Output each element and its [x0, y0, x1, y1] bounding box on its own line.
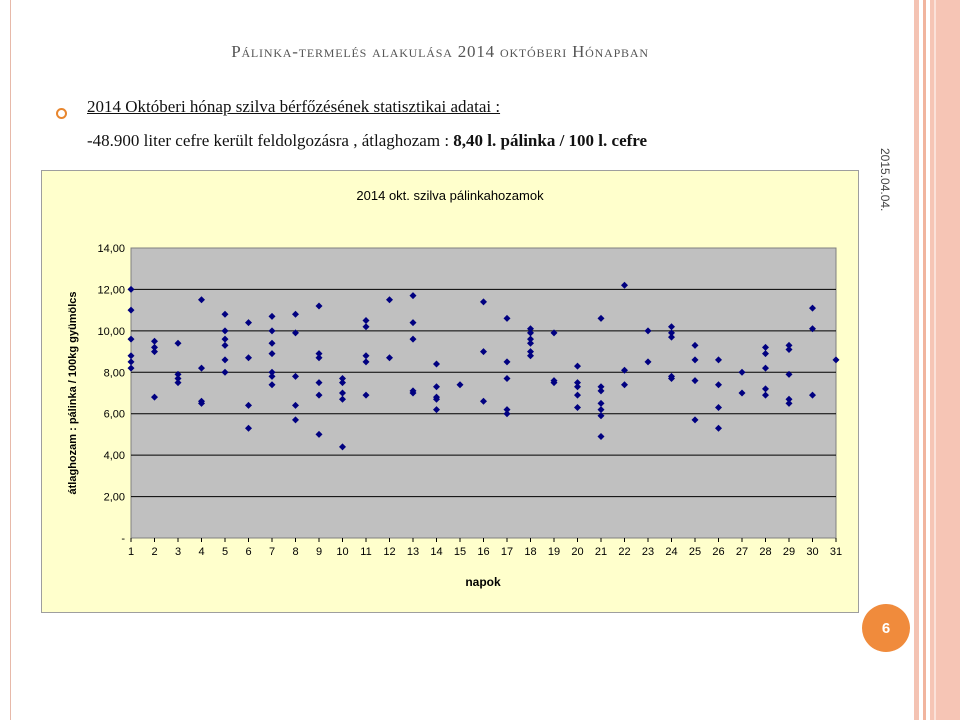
y-tick-label: 10,00	[97, 325, 125, 338]
x-tick-label: 22	[618, 546, 631, 558]
body-line-text: -48.900 liter cefre került feldolgozásra , átlaghozam :	[87, 131, 454, 150]
x-tick-label: 24	[665, 546, 678, 558]
x-tick-label: 20	[571, 546, 584, 558]
y-tick-label: 8,00	[103, 367, 125, 380]
x-tick-label: 3	[174, 546, 182, 558]
x-tick-label: 23	[641, 546, 655, 558]
page-number: 6	[881, 619, 891, 637]
page-number-badge	[862, 604, 910, 652]
y-tick-label: -	[121, 533, 125, 545]
y-tick-label: 14,00	[97, 243, 125, 255]
x-tick-label: 17	[500, 546, 514, 558]
x-tick-label: 10	[336, 546, 349, 558]
y-axis-ticks	[97, 243, 125, 545]
bullet-heading: 2014 Októberi hónap szilva bérfőzésének statisztikai adatai :	[87, 97, 501, 116]
x-tick-label: 1	[127, 546, 135, 558]
x-tick-label: 12	[383, 546, 396, 558]
body-line-highlight: 8,40 l. pálinka / 100 l. cefre	[453, 131, 648, 150]
x-tick-label: 28	[759, 546, 772, 558]
x-tick-label: 6	[245, 546, 252, 558]
x-tick-label: 26	[712, 546, 725, 558]
x-tick-label: 19	[547, 546, 561, 558]
x-tick-label: 4	[198, 546, 205, 558]
x-tick-label: 29	[782, 546, 796, 558]
x-tick-label: 21	[594, 546, 608, 558]
plot-area	[131, 248, 836, 538]
x-tick-label: 2	[151, 546, 158, 558]
x-axis-label: napok	[465, 575, 501, 589]
slide-title: Pálinka-termelés alakulása 2014 októberi Hónapban	[231, 42, 649, 61]
x-tick-label: 7	[268, 546, 276, 558]
x-tick-label: 9	[315, 546, 323, 558]
y-tick-label: 6,00	[103, 408, 125, 421]
x-axis-ticks	[128, 538, 842, 558]
y-tick-label: 2,00	[103, 491, 125, 504]
chart-title: 2014 okt. szilva pálinkahozamok	[356, 188, 544, 203]
x-tick-label: 18	[524, 546, 537, 558]
x-tick-label: 14	[430, 546, 443, 558]
x-tick-label: 5	[221, 546, 229, 558]
x-tick-label: 25	[688, 546, 702, 558]
x-tick-label: 15	[453, 546, 467, 558]
x-tick-label: 27	[735, 546, 749, 558]
y-tick-label: 4,00	[103, 450, 125, 463]
x-tick-label: 30	[806, 546, 819, 558]
x-tick-label: 8	[292, 546, 299, 558]
y-axis-label: átlaghozam : pálinka / 100kg gyümölcs	[67, 291, 79, 495]
x-tick-label: 13	[406, 546, 420, 558]
slide-date: 2015.04.04.	[878, 148, 892, 212]
x-tick-label: 16	[477, 546, 490, 558]
x-tick-label: 31	[829, 546, 843, 558]
x-tick-label: 11	[360, 546, 372, 558]
y-tick-label: 12,00	[97, 284, 125, 297]
